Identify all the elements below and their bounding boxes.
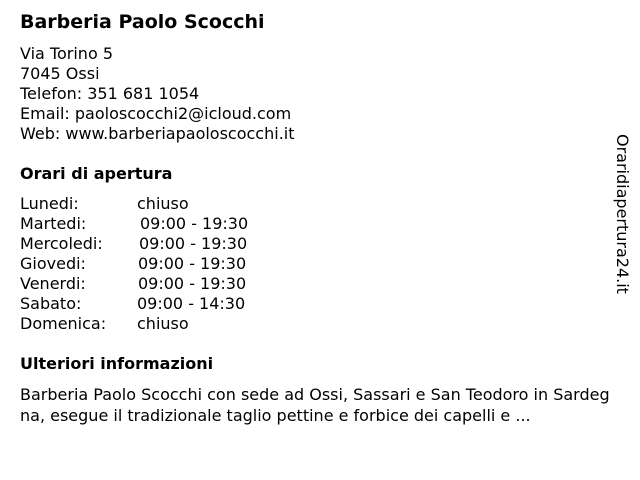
email-address: Email: paoloscocchi2@icloud.com — [20, 104, 292, 123]
hours-row-friday — [20, 274, 280, 294]
opening-hours-table — [20, 194, 280, 334]
hours-row-tuesday — [20, 214, 280, 234]
time-value: 09:00 - 14:30 — [137, 294, 246, 313]
hours-row-sunday — [20, 314, 280, 334]
hours-row-wednesday — [20, 234, 280, 254]
phone-number: Telefon: 351 681 1054 — [20, 84, 200, 103]
address-street: Via Torino 5 — [20, 44, 113, 63]
business-name: Barberia Paolo Scocchi — [20, 11, 265, 33]
time-value: chiuso — [137, 314, 189, 333]
time-value: 09:00 - 19:30 — [139, 234, 248, 253]
day-label: Mercoledi: — [20, 234, 103, 253]
time-value: 09:00 - 19:30 — [138, 254, 247, 273]
day-label: Martedi: — [20, 214, 87, 233]
day-label: Domenica: — [20, 314, 107, 333]
day-label: Lunedi: — [20, 194, 79, 213]
time-value: chiuso — [137, 194, 189, 213]
more-info-text: Barberia Paolo Scocchi con sede ad Ossi, Sassari e San Teodoro in Sardegna, esegue il tradizionale taglio pettine e forbice dei capelli e ... — [20, 385, 610, 425]
hours-row-monday — [20, 194, 280, 214]
day-label: Venerdi: — [20, 274, 86, 293]
contact-info — [20, 44, 295, 144]
more-info-heading: Ulteriori informazioni — [20, 354, 214, 373]
hours-row-thursday — [20, 254, 280, 274]
address-city: 7045 Ossi — [20, 64, 100, 83]
brand-watermark: Oraridiapertura24.it — [613, 134, 632, 294]
time-value: 09:00 - 19:30 — [140, 214, 249, 233]
website-address: Web: www.barberiapaoloscocchi.it — [20, 124, 295, 143]
hours-row-saturday — [20, 294, 280, 314]
opening-hours-heading: Orari di apertura — [20, 164, 173, 183]
day-label: Sabato: — [20, 294, 82, 313]
day-label: Giovedi: — [20, 254, 86, 273]
time-value: 09:00 - 19:30 — [138, 274, 247, 293]
